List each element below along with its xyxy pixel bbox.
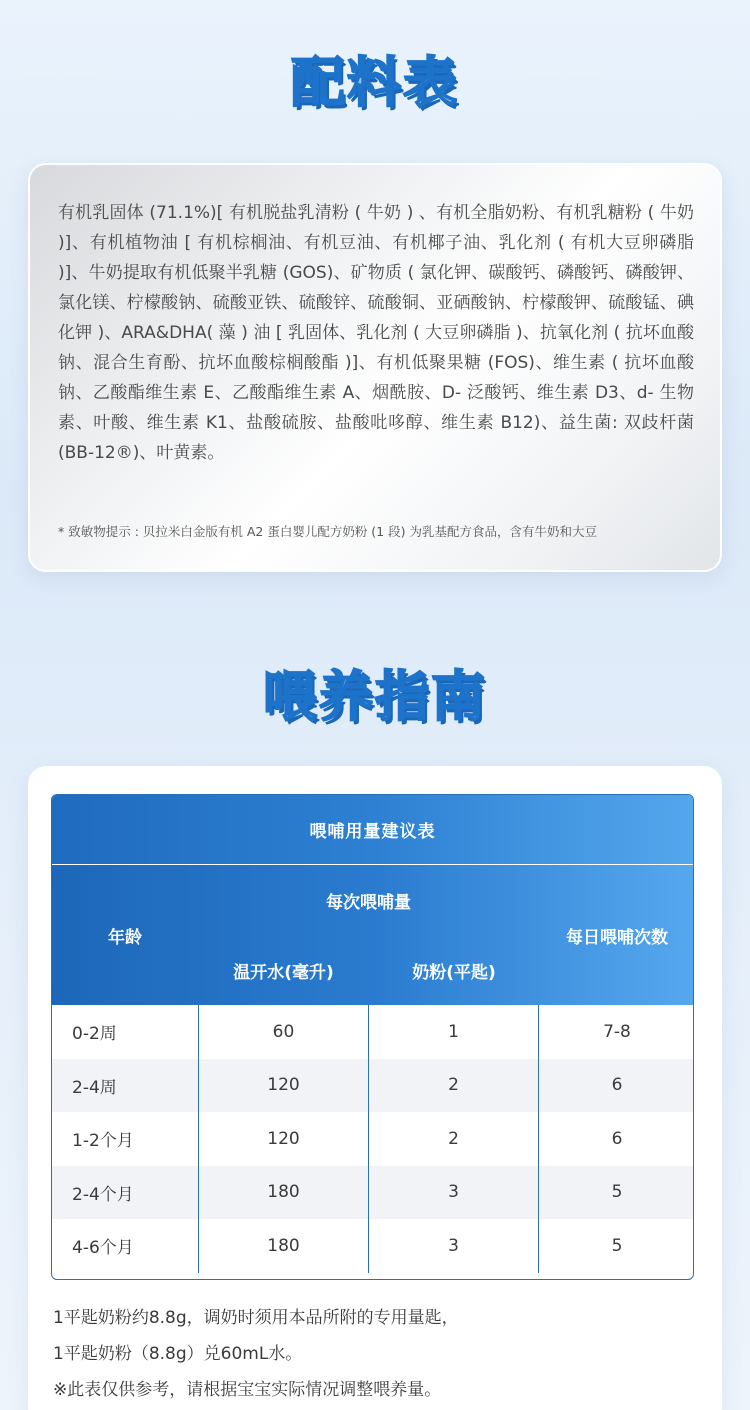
table-row <box>52 1166 693 1220</box>
cell-powder: 1 <box>369 1005 539 1059</box>
cell-water: 180 <box>198 1219 369 1273</box>
header-water: 温开水(毫升) <box>233 962 334 983</box>
cell-powder: 2 <box>369 1059 539 1113</box>
cell-age: 1-2个月 <box>72 1131 134 1152</box>
feeding-notes <box>53 1300 713 1408</box>
cell-daily: 5 <box>611 1235 623 1256</box>
table-body <box>52 1005 693 1273</box>
cell-age: 2-4周 <box>72 1077 117 1098</box>
cell-powder: 3 <box>369 1166 539 1220</box>
table-row <box>52 1219 693 1273</box>
cell-water: 60 <box>198 1005 369 1059</box>
table-row <box>52 1112 693 1166</box>
header-per-feed: 每次喂哺量 <box>326 892 411 913</box>
header-age: 年龄 <box>108 927 142 948</box>
cell-daily: 6 <box>611 1075 623 1096</box>
cell-powder: 3 <box>369 1219 539 1273</box>
cell-age: 0-2周 <box>72 1024 117 1045</box>
table-row <box>52 1005 693 1059</box>
cell-powder: 2 <box>369 1112 539 1166</box>
feeding-guide-title: 喂养指南 <box>263 665 487 728</box>
header-powder: 奶粉(平匙) <box>412 962 496 983</box>
note-line: ※此表仅供参考，请根据宝宝实际情况调整喂养量。 <box>53 1380 442 1400</box>
cell-water: 120 <box>198 1112 369 1166</box>
ingredients-title: 配料表 <box>291 51 459 114</box>
header-daily: 每日喂哺次数 <box>566 927 668 948</box>
cell-age: 4-6个月 <box>72 1238 134 1259</box>
cell-daily: 5 <box>611 1182 623 1203</box>
cell-water: 180 <box>198 1166 369 1220</box>
table-row <box>52 1059 693 1113</box>
note-line: 1平匙奶粉约8.8g，调奶时须用本品所附的专用量匙， <box>53 1308 459 1328</box>
ingredients-text: 有机乳固体 (71.1%)[ 有机脱盐乳清粉 ( 牛奶 ) 、有机全脂奶粉、有机乳糖粉 ( 牛奶 )]、有机植物油 [ 有机棕榈油、有机豆油、有机椰子油、乳化剂 ( 有机大豆卵磷脂 )]、牛奶提取有机低聚半乳糖 (GOS)、矿物质 ( 氯化钾、碳酸钙、磷酸钙、磷酸钾、氯化镁、柠檬酸钠、硫酸亚铁、硫酸锌、硫酸铜、亚硒酸钠、柠檬酸钾、硫酸锰、碘化钾 )、ARA&DHA( 藻 ) 油 [ 乳固体、乳化剂 ( 大豆卵磷脂 )、抗氧化剂 ( 抗坏血酸钠、混合生育酚、抗坏血酸棕榈酸酯 )]、有机低聚果糖 (FOS)、维生素 ( 抗坏血酸钠、乙酸酯维生素 E、乙酸酯维生素 A、烟酰胺、D- 泛酸钙、维生素 D3、d- 生物素、叶酸、维生素 K1、盐酸硫胺、盐酸吡哆醇、维生素 B12)、益生菌: 双歧杆菌 (BB-12®)、叶黄素。 <box>58 203 694 463</box>
table-header <box>52 865 693 1005</box>
cell-age: 2-4个月 <box>72 1184 134 1205</box>
cell-daily: 6 <box>611 1128 623 1149</box>
feeding-table <box>51 794 694 1280</box>
allergy-note: * 致敏物提示 : 贝拉米白金版有机 A2 蛋白婴儿配方奶粉 (1 段) 为乳基配方食品，含有牛奶和大豆 <box>58 524 597 539</box>
note-line: 1平匙奶粉（8.8g）兑60mL水。 <box>53 1344 303 1364</box>
cell-water: 120 <box>198 1059 369 1113</box>
cell-daily: 7-8 <box>603 1021 631 1042</box>
table-caption: 喂哺用量建议表 <box>52 795 693 865</box>
